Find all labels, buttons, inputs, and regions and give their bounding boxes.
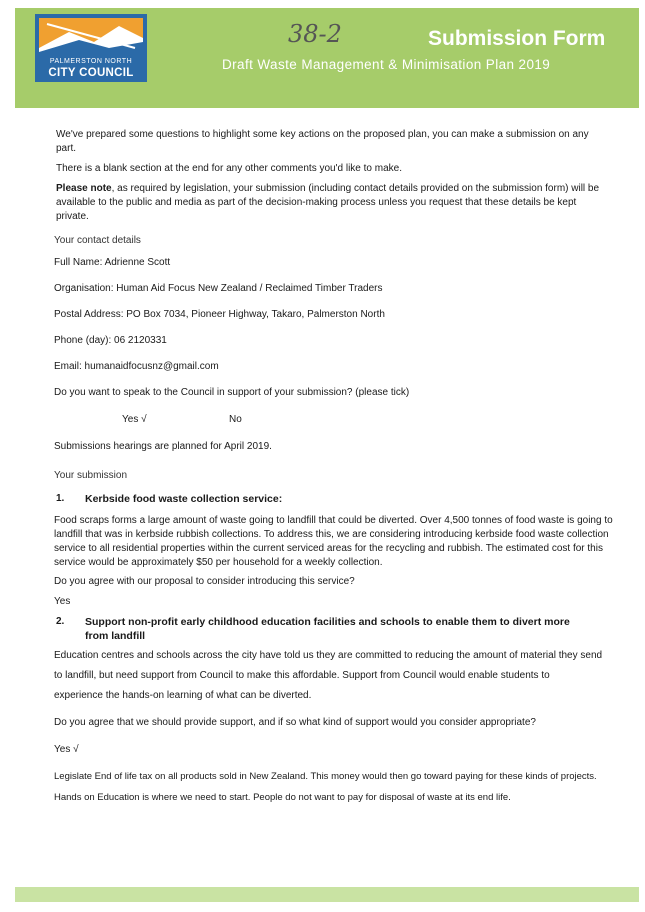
q2-body-line2: to landfill, but need support from Council to make this affordable. Support from Council would enable students to [54,670,550,681]
intro-section [56,128,611,230]
submission-heading: Your submission [54,470,128,481]
intro-blank-section-note: There is a blank section at the end for any other comments you'd like to make. [56,163,402,174]
full-name-field[interactable]: Full Name: Adrienne Scott [54,257,171,268]
q2-number: 2. [56,616,65,627]
speak-no-option[interactable]: No [229,414,242,425]
q1-number: 1. [56,493,65,504]
q1-title: Kerbside food waste collection service: [85,493,283,505]
contact-heading: Your contact details [54,235,141,246]
form-subtitle: Draft Waste Management & Minimisation Plan 2019 [222,57,551,72]
q2-title: Support non-profit early childhood education facilities and schools to enable them to divert more from landfill [85,616,570,642]
form-title: Submission Form [428,27,606,50]
organisation-field[interactable]: Organisation: Human Aid Focus New Zealand / Reclaimed Timber Traders [54,283,383,294]
speak-yes-option[interactable]: Yes √ [122,414,147,425]
intro-paragraph: We've prepared some questions to highlight some key actions on the proposed plan, you can make a submission on any part. [56,129,589,154]
q2-question: Do you agree that we should provide support, and if so what kind of support would you consider appropriate? [54,717,536,728]
hearings-note: Submissions hearings are planned for April 2019. [54,441,272,452]
q1-body: Food scraps forms a large amount of waste going to landfill that could be diverted. Over 4,500 tonnes of food waste is going to landfill that was in kerbside rubbish collections. To address this, we are considering introducing kerbside food waste collection service to all residential properties within the current serviced areas for the recycling and rubbish. The estimated cost for this service would be approximately $50 per household for a weekly collection. [54,515,613,568]
q2-body-line1: Education centres and schools across the city have told us they are committed to reducing the amount of material they send [54,650,603,661]
q2-comment-line1[interactable]: Legislate End of life tax on all products sold in New Zealand. This money would then go toward paying for these kinds of projects. [54,771,597,782]
speak-question: Do you want to speak to the Council in support of your submission? (please tick) [54,387,410,398]
q1-question: Do you agree with our proposal to consider introducing this service? [54,576,355,587]
privacy-note [56,182,611,224]
privacy-note-label: Please note [56,183,112,194]
logo-text-big: CITY COUNCIL [48,67,134,79]
privacy-note-text: , as required by legislation, your submission (including contact details provided on the submission form) will be available to the public and media as part of the decision-making process unless you request that these details be kept private. [56,183,600,222]
q2-comment-line2[interactable]: Hands on Education is where we need to start. People do not want to pay for disposal of waste at its end life. [54,792,511,803]
postal-address-field[interactable]: Postal Address: PO Box 7034, Pioneer Highway, Takaro, Palmerston North [54,309,385,320]
q2-body-line3: experience the hands-on learning of what can be diverted. [54,690,312,701]
email-field[interactable]: Email: humanaidfocusnz@gmail.com [54,361,219,372]
q1-answer[interactable]: Yes [54,596,71,607]
footer-bar [15,887,639,902]
handwritten-reference: 38-2 [288,20,342,48]
phone-field[interactable]: Phone (day): 06 2120331 [54,335,167,346]
council-logo [35,14,147,82]
q2-answer[interactable]: Yes √ [54,744,79,755]
logo-landscape-icon [39,18,143,56]
logo-text-small: PALMERSTON NORTH [49,58,133,65]
